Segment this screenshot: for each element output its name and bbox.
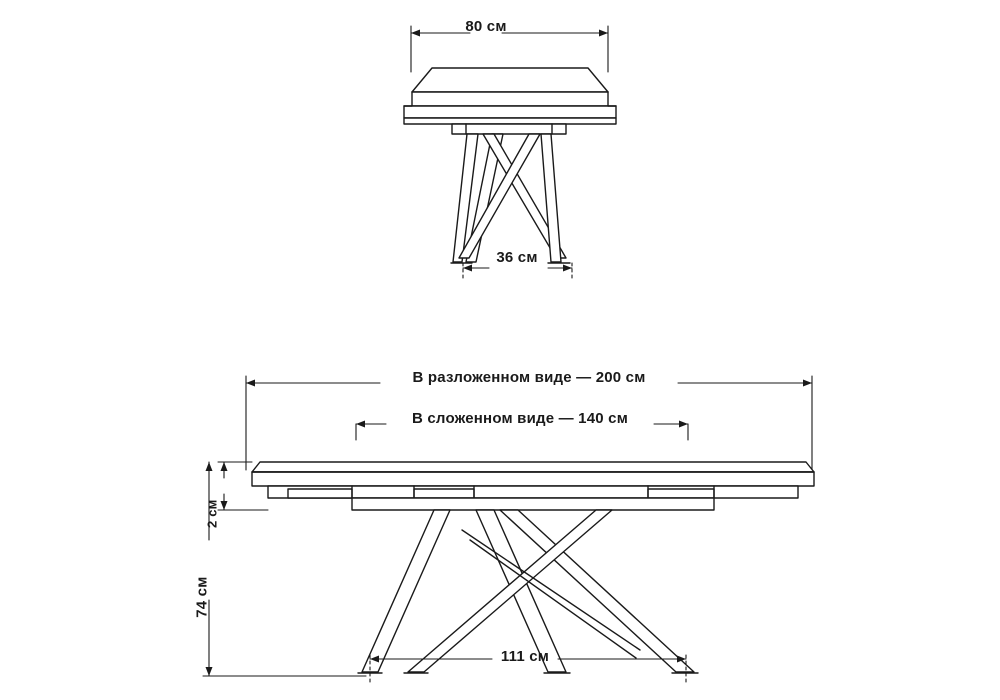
- dimension-label-base-width: 36 см: [496, 249, 538, 266]
- apron-front-view: [268, 486, 798, 510]
- legs-side-view: [451, 134, 570, 263]
- dimension-label-extended-width: В разложенном виде — 200 см: [412, 369, 646, 386]
- dimension-label-tabletop-thickness: 2 см: [204, 499, 220, 528]
- dimension-label-top-width: 80 см: [465, 18, 507, 35]
- dimension-label-base-span: 111 см: [500, 648, 550, 665]
- tabletop-front-view: [252, 462, 814, 486]
- apron-side-view: [404, 118, 616, 134]
- dimension-label-total-height: 74 см: [193, 576, 211, 618]
- tabletop-side-view: [404, 68, 616, 118]
- dimension-80cm: [411, 26, 608, 72]
- dimension-label-folded-width: В сложенном виде — 140 см: [411, 410, 629, 427]
